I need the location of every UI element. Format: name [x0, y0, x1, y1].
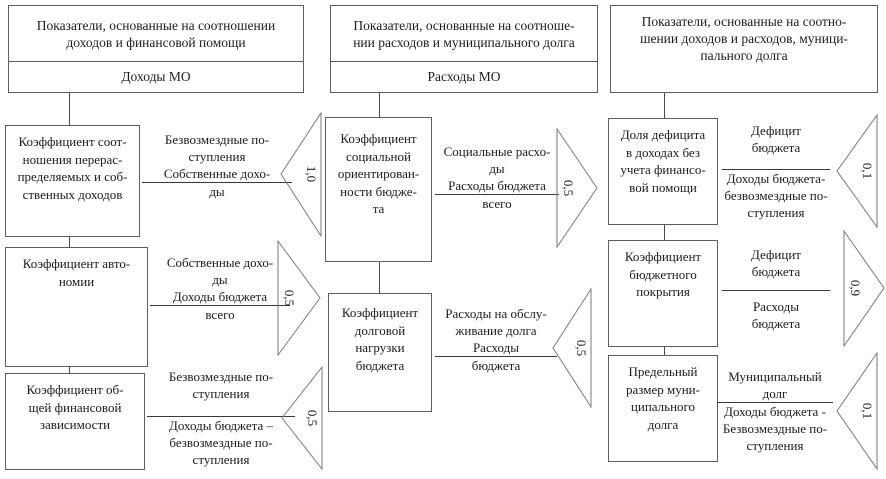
formula-denominator-line: безвозмездные по- [724, 188, 828, 203]
threshold-marker-min [556, 128, 598, 253]
indicator-line: нагрузки [355, 340, 405, 355]
formula-denominator-line: бюджета [751, 316, 801, 331]
column-header-title [9, 6, 303, 61]
formula-numerator-line: живание долга [455, 323, 537, 338]
threshold-value: 0,1 [860, 402, 875, 420]
greater-than-triangle-icon [843, 230, 885, 347]
indicator-line: учета финансо- [620, 162, 706, 177]
formula-numerator-line: ступления [188, 149, 246, 164]
indicator-line: в доходах без [626, 144, 700, 160]
fraction-bar [722, 290, 830, 291]
greater-than-triangle-icon [277, 240, 321, 356]
formula-redistribution-ratio [142, 131, 292, 200]
connector-line [379, 93, 380, 117]
connector-line [69, 237, 70, 247]
indicator-line: бюджетного [629, 266, 697, 282]
column-header-income-expense-debt [610, 5, 878, 93]
indicator-line: ности бюдже- [340, 183, 417, 199]
formula-numerator-line: ды [489, 161, 505, 176]
formula-denominator-line: безвозмездные по- [169, 435, 273, 450]
indicator-line: долговой [354, 322, 406, 338]
less-than-triangle-icon [836, 352, 878, 470]
indicator-box-municipal-debt-limit [608, 355, 718, 462]
formula-numerator-line: бюджета [751, 140, 801, 155]
formula-numerator-line: ды [212, 272, 228, 287]
formula-denominator-line: Доходы бюджета - [724, 404, 826, 419]
header-title-line: пального долга [700, 48, 788, 63]
formula-denominator-line: Доходы бюджета – [169, 418, 273, 433]
formula-numerator-line: Безвозмездные по- [164, 132, 270, 147]
indicator-line: щей финансовой [28, 399, 122, 415]
indicator-line: Коэффициент [340, 131, 417, 146]
threshold-marker-min [843, 230, 885, 352]
header-title-line: нии расходов и муниципального долга [353, 34, 575, 50]
formula-numerator-line: Безвозмездные по- [168, 369, 274, 384]
indicator-box-debt-load [328, 293, 432, 412]
formula-debt-load [435, 305, 557, 374]
formula-denominator-line: Расходы бюджета [435, 177, 559, 195]
less-than-triangle-icon [280, 112, 322, 237]
formula-numerator-line: долг [717, 385, 833, 403]
indicator-line: Доля дефицита [620, 127, 706, 142]
formula-numerator-line: Дефицит [751, 247, 801, 262]
formula-budget-coverage [722, 246, 830, 332]
threshold-marker-max [552, 288, 592, 413]
formula-denominator-line: ступления [192, 452, 250, 467]
indicator-line: Коэффициент [624, 249, 702, 264]
indicator-box-autonomy [5, 247, 148, 367]
threshold-marker-min [277, 240, 321, 361]
indicator-line: бюджета [355, 357, 405, 373]
connector-line [69, 93, 70, 125]
column-header-subtitle: Расходы МО [331, 61, 597, 92]
indicator-box-social-orientation [325, 117, 432, 262]
formula-numerator-line: Дефицит [751, 123, 801, 138]
threshold-marker-max [281, 366, 323, 475]
formula-numerator-line: Социальные расхо- [443, 144, 551, 159]
column-header-subtitle: Доходы МО [9, 61, 303, 92]
indicator-box-budget-coverage [608, 240, 718, 347]
formula-denominator-line: всего [205, 307, 235, 322]
indicator-line: социальной [346, 148, 411, 164]
threshold-value: 0,5 [574, 339, 589, 357]
formula-social-orientation [435, 143, 559, 212]
indicator-box-financial-dependence [5, 373, 145, 470]
formula-denominator-line: Доходы бюджета [150, 288, 290, 306]
formula-autonomy [150, 254, 290, 323]
header-title-line: Показатели, основанные на соотноше- [353, 17, 575, 33]
formula-denominator-line: бюджета [471, 358, 521, 373]
formula-municipal-debt-limit [717, 368, 833, 454]
formula-denominator-line: ступления [746, 438, 804, 453]
formula-denominator-line: ступления [747, 205, 805, 220]
header-title-line: шении доходов и расходов, муници- [640, 31, 848, 46]
threshold-value: 0,5 [305, 409, 320, 427]
less-than-triangle-icon [552, 288, 592, 408]
indicator-line: Коэффициент [341, 305, 419, 320]
formula-denominator-line: Расходы [435, 339, 557, 357]
formula-denominator-line: Собственные дохо- [142, 165, 292, 183]
threshold-marker-max [836, 352, 878, 475]
formula-financial-dependence [147, 368, 295, 468]
indicator-box-deficit-share [608, 118, 718, 225]
threshold-value: 0,5 [561, 179, 576, 197]
indicator-line: та [372, 201, 385, 216]
threshold-value: 0,5 [282, 289, 297, 307]
indicator-line: размер муни- [626, 381, 700, 397]
formula-denominator-line: Безвозмездные по- [722, 421, 828, 436]
formula-denominator-line: всего [482, 196, 512, 211]
header-title-line: Показатели, основанные на соотношении [36, 17, 276, 33]
indicator-line: ственных доходов [22, 186, 123, 202]
threshold-value: 0,9 [848, 279, 863, 297]
connector-line [664, 225, 665, 240]
formula-numerator-line: Собственные дохо- [166, 255, 274, 270]
indicator-line: Предельный [628, 364, 698, 379]
indicator-line: ношения перерас- [22, 151, 123, 167]
indicator-line: Коэффициент соот- [18, 134, 127, 149]
connector-line [379, 262, 380, 293]
greater-than-triangle-icon [556, 128, 598, 248]
indicator-box-redistribution-ratio [5, 125, 140, 237]
formula-numerator-line: бюджета [751, 264, 801, 279]
indicator-line: Коэффициент об- [26, 382, 124, 397]
formula-numerator-line: Муниципальный [728, 369, 822, 384]
threshold-value: 0,1 [860, 162, 875, 180]
indicator-line: долга [647, 416, 679, 432]
less-than-triangle-icon [836, 114, 878, 228]
indicator-line: зависимости [39, 417, 111, 432]
formula-numerator-line: ступления [192, 386, 250, 401]
threshold-marker-max [280, 112, 322, 242]
connector-line [664, 347, 665, 355]
less-than-triangle-icon [281, 366, 323, 470]
formula-denominator-line: Расходы [752, 299, 800, 314]
indicator-line: номии [58, 273, 95, 289]
header-title-line: Показатели, основанные на соотно- [641, 14, 847, 29]
connector-line [664, 93, 665, 118]
column-header-title [611, 6, 877, 75]
indicator-line: ориентирован- [337, 166, 420, 181]
formula-numerator-line: Расходы на обслу- [445, 306, 547, 321]
formula-denominator-line: Доходы бюджета- [726, 171, 826, 186]
indicator-line: пределяемых и соб- [17, 169, 128, 184]
column-header-incomes [8, 5, 304, 93]
indicator-line: ципального [630, 399, 696, 414]
indicator-line: покрытия [636, 284, 690, 299]
formula-denominator-line: ды [209, 184, 225, 199]
indicator-line: Коэффициент авто- [22, 256, 131, 271]
column-header-expenses [330, 5, 598, 93]
threshold-value: 1,0 [304, 165, 319, 183]
column-header-title [331, 6, 597, 61]
header-title-line: доходов и финансовой помощи [66, 34, 246, 50]
formula-deficit-share [722, 122, 830, 221]
indicator-line: вой помощи [629, 179, 697, 195]
threshold-marker-max [836, 114, 878, 233]
